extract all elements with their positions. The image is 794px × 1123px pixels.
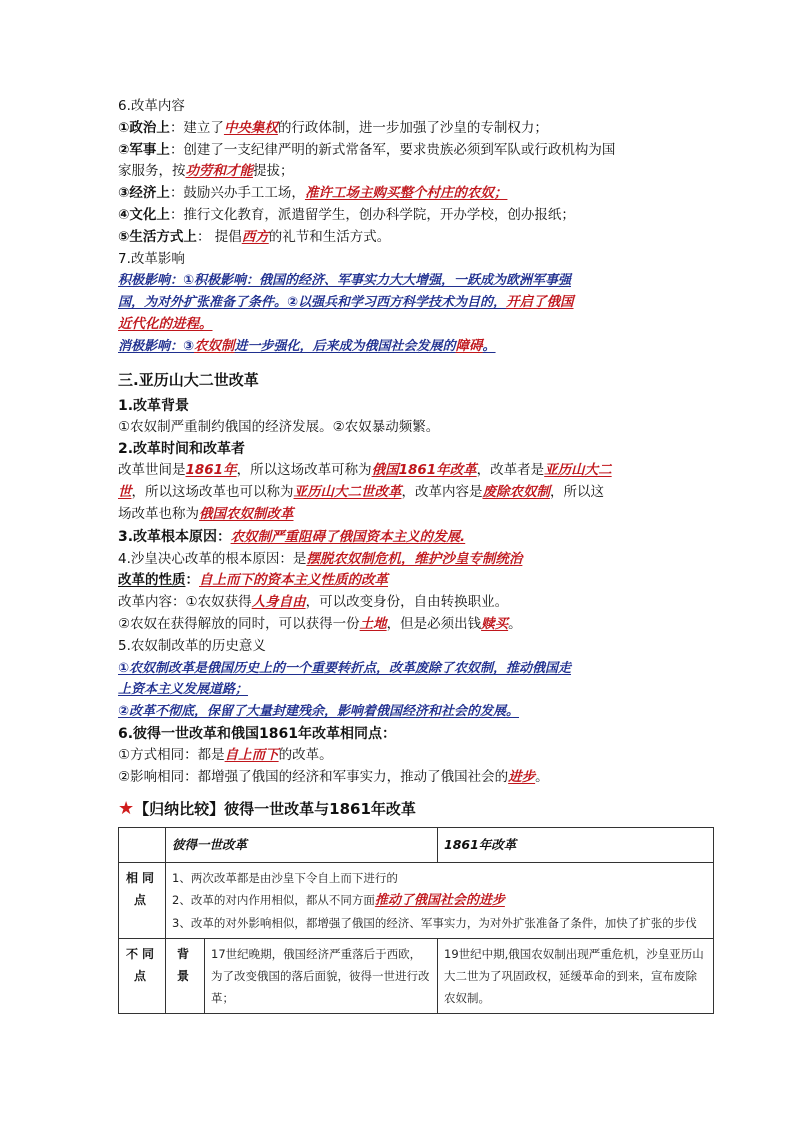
nature-answer: 自上而下的资本主义性质的改革 <box>199 572 388 589</box>
culture-label: ④文化上 <box>118 206 170 223</box>
tsar-reason-answer: 摆脱农奴制危机，维护沙皇专制统治 <box>306 550 523 567</box>
similarity-answer-method: 自上而下 <box>224 746 279 763</box>
similarity-line-2 <box>118 767 718 789</box>
positive-impact-text-2: 国，为对外扩张准备了条件。②以强兵和学习西方科学技术为目的， <box>118 295 507 311</box>
section-three-title: 三.亚历山大二世改革 <box>118 370 259 389</box>
life-label: ⑤生活方式上 <box>118 228 197 245</box>
background-title: 1.改革背景 <box>118 397 190 414</box>
negative-impact-a: 消极影响：③ <box>118 338 195 354</box>
military-answer: 功劳和才能 <box>185 163 253 180</box>
similarity-title: 6.彼得一世改革和俄国1861年改革相同点： <box>118 725 397 742</box>
root-cause-colon: ： <box>217 528 231 545</box>
time-text-b: ，所以这场改革可称为 <box>236 462 372 479</box>
significance-title: 5.农奴制改革的历史意义 <box>118 637 266 654</box>
time-line-3 <box>118 504 718 526</box>
tsar-reason-line <box>118 549 718 571</box>
tsar-reason-colon: ：是 <box>279 550 307 567</box>
positive-impact-line-2 <box>118 292 718 314</box>
time-answer-year: 1861年 <box>185 462 237 479</box>
negative-impact-red-1: 农奴制 <box>194 337 235 354</box>
economy-label: ③经济上 <box>118 185 170 202</box>
time-answer-reformer-end: 世 <box>118 484 132 501</box>
politics-label: ①政治上 <box>118 119 170 136</box>
section-6-title: 6.改革内容 <box>118 98 185 114</box>
economy-answer: 准许工场主购买整个村庄的农奴； <box>304 185 508 202</box>
economy-line <box>118 183 718 205</box>
military-label: ②军事上 <box>118 141 170 158</box>
table-corner-cell <box>119 827 166 862</box>
culture-text: ：推行文化教育，派遣留学生，创办科学院，开办学校，创办报纸； <box>169 206 575 223</box>
politics-answer: 中央集权 <box>223 119 278 136</box>
significance-line-1: ①农奴制改革是俄国历史上的一个重要转折点，改革废除了农奴制，推动俄国走 <box>118 660 572 676</box>
economy-text-a: ：鼓励兴办手工工场， <box>169 185 305 202</box>
nature-colon: ： <box>185 572 199 589</box>
nature-line <box>118 570 718 592</box>
culture-line <box>118 205 718 227</box>
time-text-e: ，改革内容是 <box>401 484 483 501</box>
similarity-answer-progress: 进步 <box>508 768 536 785</box>
background-label-cell: 背景 <box>166 938 205 1013</box>
table-header-peter: 彼得一世改革 <box>166 827 438 862</box>
time-line-1 <box>118 460 718 482</box>
same-item-2 <box>172 889 707 912</box>
similarity-text-a: ①方式相同：都是 <box>118 746 225 763</box>
time-text-a: 改革世间是 <box>118 462 186 479</box>
same-label-cell: 相同点 <box>119 862 166 938</box>
comparison-table <box>118 827 714 1014</box>
section-7-title: 7.改革影响 <box>118 250 185 267</box>
background-peter-cell: 17世纪晚期，俄国经济严重落后于西欧，为了改变俄国的落后面貌，彼得一世进行改革； <box>205 938 438 1013</box>
same-content-cell <box>166 862 714 938</box>
politics-text-a: ：建立了 <box>169 119 224 136</box>
root-cause-line <box>118 526 718 549</box>
content-line-2 <box>118 614 718 636</box>
similarity-text-c: ②影响相同：都增强了俄国的经济和军事实力，推动了俄国社会的 <box>118 768 509 785</box>
background-text: ①农奴制严重制约俄国的经济发展。②农奴暴动频繁。 <box>118 418 440 435</box>
military-text-b: 家服务，按 <box>118 163 186 180</box>
content-line-1 <box>118 592 718 614</box>
time-answer-reform-name: 俄国1861年改革 <box>371 462 477 479</box>
politics-line <box>118 118 718 140</box>
time-title: 2.改革时间和改革者 <box>118 441 246 458</box>
time-line-2 <box>118 482 718 504</box>
life-answer: 西方 <box>241 228 269 245</box>
military-text-a: ：创建了一支纪律严明的新式常备军，要求贵族必须到军队或行政机构为国 <box>169 141 616 158</box>
root-cause-title: 3.改革根本原因 <box>118 528 218 545</box>
time-answer-reform-alt: 亚历山大二世改革 <box>293 484 402 501</box>
same-item-1: 1、两次改革都是由沙皇下令自上而下进行的 <box>172 870 398 885</box>
table-header-row <box>119 827 714 862</box>
diff-label-cell: 不同点 <box>119 938 166 1013</box>
background-1861-cell: 19世纪中期,俄国农奴制出现严重危机，沙皇亚历山大二世为了巩固政权，延缓革命的到来，宣布废除农奴制。 <box>438 938 714 1013</box>
tsar-reason-title: 4.沙皇决心改革的根本原因 <box>118 550 280 567</box>
life-line <box>118 227 718 249</box>
similarity-text-b: 的改革。 <box>278 746 333 763</box>
table-header-1861: 1861年改革 <box>438 827 714 862</box>
significance-line-3: ②改革不彻底，保留了大量封建残余，影响着俄国经济和社会的发展。 <box>118 704 520 720</box>
negative-impact-red-2: 障碍 <box>455 337 483 354</box>
negative-impact-line <box>118 336 718 358</box>
military-line-2 <box>118 161 718 183</box>
content-text-c: ②农奴在获得解放的同时，可以获得一份 <box>118 615 360 632</box>
table-row-diff <box>119 938 714 1013</box>
compare-title-text: 【归纳比较】彼得一世改革与1861年改革 <box>134 799 416 818</box>
content-text-e: 。 <box>508 615 522 632</box>
time-text-d: ，所以这场改革也可以称为 <box>131 484 294 501</box>
similarity-text-d: 。 <box>535 768 549 785</box>
military-line-1 <box>118 140 718 162</box>
content-answer-redeem: 赎买 <box>481 615 509 632</box>
star-icon: ★ <box>118 797 135 819</box>
time-answer-reformer: 亚历山大二 <box>544 462 612 479</box>
document-page <box>118 96 718 1014</box>
significance-line-2: 上资本主义发展道路； <box>118 682 249 698</box>
positive-impact-line-3: 近代化的进程。 <box>118 315 213 332</box>
negative-impact-c: 。 <box>482 338 496 354</box>
same-item-2-red: 推动了俄国社会的进步 <box>374 892 505 908</box>
politics-text-b: 的行政体制，进一步加强了沙皇的专制权力； <box>277 119 548 136</box>
table-row-same <box>119 862 714 938</box>
same-item-3: 3、改革的对外影响相似，都增强了俄国的经济、军事实力，为对外扩张准备了条件，加快了扩张的步伐 <box>172 915 697 930</box>
time-answer-content: 废除农奴制 <box>482 484 550 501</box>
content-text-a: 改革内容：①农奴获得 <box>118 594 252 611</box>
military-text-c: 提拔； <box>253 163 294 180</box>
content-text-b: ，可以改变身份，自由转换职业。 <box>305 594 509 611</box>
nature-title: 改革的性质 <box>118 572 186 589</box>
compare-title <box>118 797 718 821</box>
content-text-d: ，但是必须出钱 <box>386 615 482 632</box>
positive-impact-red: 开启了俄国 <box>506 294 574 311</box>
content-answer-land: 土地 <box>359 615 387 632</box>
similarity-line-1 <box>118 745 718 767</box>
content-answer-freedom: 人身自由 <box>251 594 306 611</box>
positive-impact-line-1: 积极影响：①积极影响：俄国的经济、军事实力大大增强，一跃成为欧洲军事强 <box>118 273 572 289</box>
same-item-2-text: 2、改革的对内作用相似，都从不同方面 <box>172 892 375 907</box>
negative-impact-b: 进一步强化，后来成为俄国社会发展的 <box>234 338 456 354</box>
life-text-a: ： 提倡 <box>196 228 242 245</box>
time-answer-serf-reform: 俄国农奴制改革 <box>199 505 294 522</box>
root-cause-answer: 农奴制严重阻碍了俄国资本主义的发展. <box>230 528 466 545</box>
time-text-c: ，改革者是 <box>476 462 545 479</box>
life-text-b: 的礼节和生活方式。 <box>268 228 391 245</box>
time-text-g: 场改革也称为 <box>118 505 199 522</box>
time-text-f: ，所以这 <box>550 484 604 501</box>
